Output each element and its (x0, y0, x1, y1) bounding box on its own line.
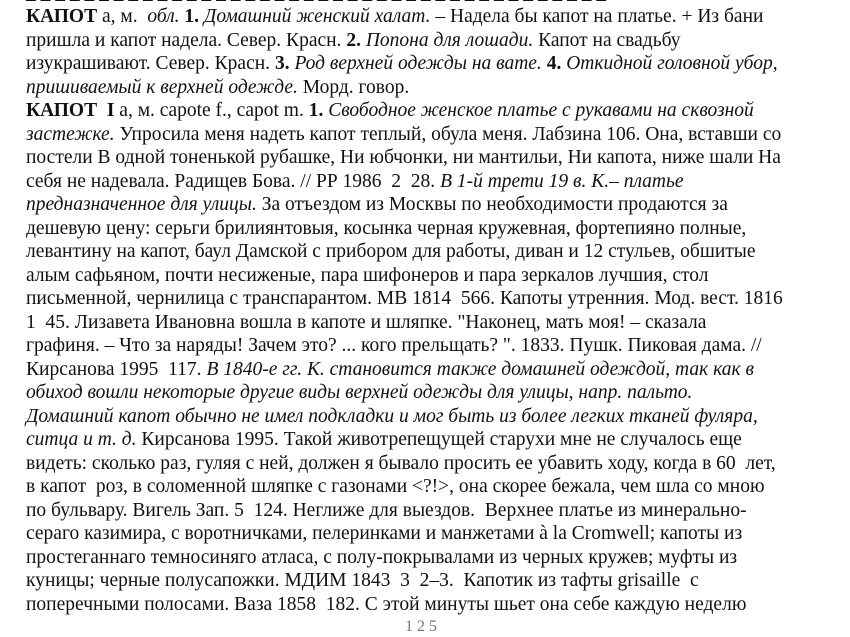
text-line (26, 452, 826, 476)
text-segment: пришла и капот надела. Север. Красн. (26, 29, 347, 51)
text-segment: Морд. говор. (297, 76, 410, 98)
text-line (26, 76, 826, 100)
text-line (26, 334, 826, 358)
text-line (26, 428, 826, 452)
italic-segment: пришиваемый к верхней одежде. (26, 76, 298, 98)
text-line (26, 593, 826, 617)
text-line (26, 405, 826, 429)
italic-segment: В 1-й трети 19 в. К.– платье (440, 170, 684, 192)
text-segment: изукрашивают. Север. Красн. (26, 53, 275, 74)
italic-segment: В 1840-е гг. К. становится также домашней одеждой, так как в (206, 358, 754, 380)
entry-text (26, 5, 826, 616)
page-number-fragment: 1 2 5 (405, 618, 437, 635)
bold-segment: 1. (184, 6, 200, 27)
text-segment: себя не надевала. Радищев Бова. // РР 1986 2 28. (26, 170, 441, 192)
bold-segment: 3. (274, 53, 290, 74)
text-segment: дешевую цену: серьги брилиянтовыя, косынка черная кружевная, фортепияно полные, (26, 217, 747, 239)
italic-segment: обиход вошли некоторые другие виды верхней одежды для улицы, напр. пальто. (26, 382, 693, 403)
text-segment: а, м. capote f., capot m. (114, 100, 309, 121)
text-segment: сераго казимира, с воротничками, пелеринками и манжетами à la Cromwell; капоты из (26, 523, 743, 544)
text-line (26, 287, 826, 311)
bold-segment: КАПОТ (26, 6, 98, 27)
text-segment: видеть: сколько раз, гуляя с ней, должен я бывало просить ее убавить ходу, когда в 60 лет, (26, 452, 776, 474)
text-segment: Кирсанова 1995 117. (26, 358, 207, 380)
bold-segment: 1. (308, 100, 324, 121)
bold-segment: 2. (346, 29, 361, 51)
text-segment: Кирсанова 1995. Такой животрепещущей старухи мне не случалось еще (136, 429, 742, 450)
text-segment: поперечными полосами. Ваза 1858 182. С этой минуты шьет она себе каждую неделю (26, 593, 747, 615)
text-line (26, 146, 826, 170)
text-segment: а, м. (97, 6, 148, 27)
text-line (26, 240, 826, 264)
italic-segment: предназначенное для улицы. (26, 194, 257, 215)
italic-segment: застежке. (26, 123, 115, 145)
text-segment: левантину на капот, баул Дамской с прибором для работы, диван и 12 стульев, обшитые (26, 241, 756, 262)
text-segment: куницы; черные полусапожки. МДИМ 1843 3 2–3. Капотик из тафты grisaille с (26, 570, 699, 591)
text-line (26, 522, 826, 546)
text-line (26, 52, 826, 76)
text-line (26, 381, 826, 405)
text-segment: графиня. – Что за наряды! Зачем это? ... кого прельщать? ". 1833. Пушк. Пиковая дама. // (26, 335, 762, 356)
italic-segment: Род верхней одежды на вате. (294, 53, 542, 74)
text-line (26, 99, 826, 123)
text-segment: алым сафьяном, почти несиженые, пара шифонеров и пара зеркалов лучшия, стол (26, 264, 709, 286)
text-line (26, 123, 826, 147)
text-line (26, 475, 826, 499)
italic-segment: обл. (147, 6, 180, 27)
text-line (26, 546, 826, 570)
text-line (26, 499, 826, 523)
italic-segment: ситца и т. д. (26, 429, 137, 450)
bold-segment: КАПОТ I (26, 100, 115, 121)
italic-segment: Откидной головной убор, (566, 53, 778, 74)
italic-segment: Домашний капот обычно не имел подкладки и мог быть из более легких тканей фуляра, (26, 405, 758, 427)
text-line (26, 5, 826, 29)
text-segment: – Надела бы капот на платье. + Из бани (430, 6, 764, 27)
text-segment: письменной, чернилица с транспарантом. МВ 1814 566. Капоты утренния. Мод. вест. 1816 (26, 288, 783, 309)
bold-segment: 4. (546, 53, 562, 74)
text-line (26, 569, 826, 593)
text-line (26, 193, 826, 217)
text-line (26, 170, 826, 194)
text-line (26, 264, 826, 288)
text-line (26, 217, 826, 241)
text-segment: 1 45. Лизавета Ивановна вошла в капоте и шляпке. "Наконец, мать моя! – сказала (26, 311, 707, 333)
text-line (26, 29, 826, 53)
text-segment: Капот на свадьбу (533, 29, 681, 51)
text-line (26, 311, 826, 335)
italic-segment: Попона для лошади. (365, 29, 534, 51)
text-segment: За отъездом из Москвы по необходимости продаются за (256, 194, 728, 215)
text-segment: простеганнаго темносиняго атласа, с полу-покрывалами из черных кружев; муфты из (26, 546, 738, 568)
text-line (26, 358, 826, 382)
text-segment: Упросила меня надеть капот теплый, обула меня. Лабзина 106. Она, вставши со (114, 123, 782, 145)
text-segment: постели В одной тоненькой рубашке, Ни юбчонки, ни мантильи, Ни капота, ниже шали На (26, 147, 781, 168)
italic-segment: Домашний женский халат. (203, 6, 431, 27)
italic-segment: Свободное женское платье с рукавами на сквозной (328, 100, 754, 121)
text-segment: по бульвару. Вигель Зап. 5 124. Неглиже для выездов. Верхнее платье из минерально- (26, 499, 747, 521)
text-segment: в капот роз, в соломенной шляпке с газонами <?!>, она скорее бежала, чем шла со мною (26, 476, 765, 497)
